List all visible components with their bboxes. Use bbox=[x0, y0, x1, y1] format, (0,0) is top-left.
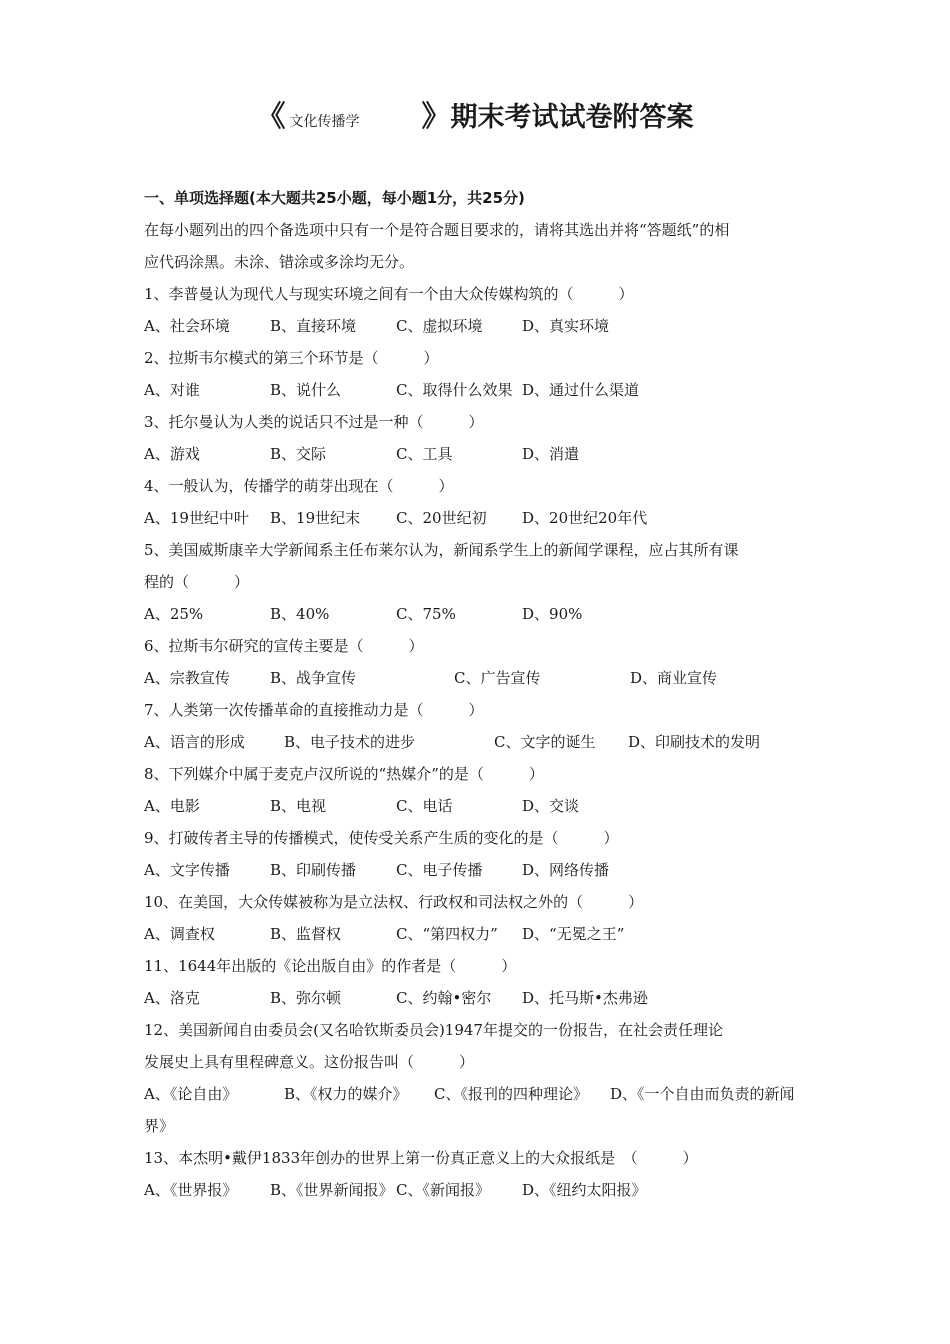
option-c: C、广告宣传 bbox=[454, 669, 541, 687]
option-d: D、“无冕之王” bbox=[522, 925, 625, 943]
instructions-line: 在每小题列出的四个备选项中只有一个是符合题目要求的，请将其选出并将“答题纸”的相 bbox=[144, 221, 730, 239]
section-heading: 一、单项选择题(本大题共25小题，每小题1分，共25分) bbox=[144, 189, 525, 207]
question-9 bbox=[144, 822, 834, 886]
question-stem: 7、人类第一次传播革命的直接推动力是（ ） bbox=[144, 701, 484, 719]
title-text: 期末考试试卷附答案 bbox=[450, 102, 694, 133]
option-b: B、40% bbox=[270, 605, 330, 623]
question-stem: 4、一般认为，传播学的萌芽出现在（ ） bbox=[144, 477, 454, 495]
option-a: A、调查权 bbox=[144, 925, 215, 943]
option-b: B、《权力的媒介》 bbox=[284, 1085, 408, 1103]
option-a: A、《论自由》 bbox=[144, 1085, 238, 1103]
question-stem: 1、李普曼认为现代人与现实环境之间有一个由大众传媒构筑的（ ） bbox=[144, 285, 634, 303]
option-a: A、洛克 bbox=[144, 989, 200, 1007]
options-row bbox=[144, 438, 834, 470]
question-12 bbox=[144, 1014, 834, 1142]
question-2 bbox=[144, 342, 834, 406]
option-b: B、交际 bbox=[270, 445, 327, 463]
option-d: D、20世纪20年代 bbox=[522, 509, 648, 527]
option-c: C、电子传播 bbox=[396, 861, 483, 879]
question-stem: 6、拉斯韦尔研究的宣传主要是（ ） bbox=[144, 637, 424, 655]
option-d: D、真实环境 bbox=[522, 317, 610, 335]
option-c: C、取得什么效果 bbox=[396, 381, 513, 399]
option-d: D、网络传播 bbox=[522, 861, 610, 879]
options-row bbox=[144, 662, 834, 694]
options-row bbox=[144, 374, 834, 406]
option-b: B、监督权 bbox=[270, 925, 342, 943]
option-c: C、《新闻报》 bbox=[396, 1181, 490, 1199]
option-a: A、社会环境 bbox=[144, 317, 230, 335]
option-continuation: 界》 bbox=[144, 1117, 175, 1135]
options-row bbox=[144, 918, 834, 950]
question-stem: 2、拉斯韦尔模式的第三个环节是（ ） bbox=[144, 349, 439, 367]
option-d: D、《一个自由而负责的新闻 bbox=[610, 1085, 795, 1103]
option-a: A、语言的形成 bbox=[144, 733, 245, 751]
option-a: A、宗教宣传 bbox=[144, 669, 230, 687]
exam-content bbox=[144, 182, 834, 1206]
options-row bbox=[144, 790, 834, 822]
question-6 bbox=[144, 630, 834, 694]
option-a: A、25% bbox=[144, 605, 204, 623]
question-1 bbox=[144, 278, 834, 342]
options-row bbox=[144, 502, 834, 534]
option-b: B、电视 bbox=[270, 797, 327, 815]
option-d: D、90% bbox=[522, 605, 583, 623]
option-b: B、《世界新闻报》 bbox=[270, 1181, 394, 1199]
options-row bbox=[144, 598, 834, 630]
option-d: D、消遣 bbox=[522, 445, 580, 463]
option-a: A、文字传播 bbox=[144, 861, 230, 879]
question-5 bbox=[144, 534, 834, 630]
option-d: D、交谈 bbox=[522, 797, 580, 815]
course-name: 文化传播学 bbox=[289, 114, 360, 130]
question-8 bbox=[144, 758, 834, 822]
option-a: A、电影 bbox=[144, 797, 200, 815]
instructions-line: 应代码涂黑。未涂、错涂或多涂均无分。 bbox=[144, 253, 415, 271]
question-stem: 13、本杰明•戴伊1833年创办的世界上第一份真正意义上的大众报纸是 （ ） bbox=[144, 1149, 698, 1167]
option-b: B、19世纪末 bbox=[270, 509, 361, 527]
option-a: A、对谁 bbox=[144, 381, 200, 399]
option-a: A、游戏 bbox=[144, 445, 200, 463]
option-c: C、工具 bbox=[396, 445, 453, 463]
option-a: A、《世界报》 bbox=[144, 1181, 238, 1199]
question-stem: 8、下列媒介中属于麦克卢汉所说的“热媒介”的是（ ） bbox=[144, 765, 544, 783]
options-row bbox=[144, 1174, 834, 1206]
option-d: D、托马斯•杰弗逊 bbox=[522, 989, 648, 1007]
option-b: B、电子技术的进步 bbox=[284, 733, 416, 751]
question-stem: 3、托尔曼认为人类的说话只不过是一种（ ） bbox=[144, 413, 484, 431]
question-13 bbox=[144, 1142, 834, 1206]
question-3 bbox=[144, 406, 834, 470]
option-d: D、印刷技术的发明 bbox=[628, 733, 761, 751]
options-row bbox=[144, 982, 834, 1014]
page-title bbox=[0, 96, 950, 142]
options-row bbox=[144, 1078, 834, 1110]
question-stem: 9、打破传者主导的传播模式，使传受关系产生质的变化的是（ ） bbox=[144, 829, 619, 847]
option-c: C、电话 bbox=[396, 797, 453, 815]
option-c: C、约翰•密尔 bbox=[396, 989, 492, 1007]
question-4 bbox=[144, 470, 834, 534]
option-c: C、“第四权力” bbox=[396, 925, 498, 943]
question-stem: 5、美国威斯康辛大学新闻系主任布莱尔认为，新闻系学生上的新闻学课程，应占其所有课 bbox=[144, 541, 739, 559]
question-stem: 发展史上具有里程碑意义。这份报告叫（ ） bbox=[144, 1053, 475, 1071]
options-row bbox=[144, 854, 834, 886]
option-d: D、通过什么渠道 bbox=[522, 381, 640, 399]
question-list bbox=[144, 278, 834, 1206]
question-stem: 10、在美国，大众传媒被称为是立法权、行政权和司法权之外的（ ） bbox=[144, 893, 644, 911]
question-11 bbox=[144, 950, 834, 1014]
option-b: B、印刷传播 bbox=[270, 861, 357, 879]
question-7 bbox=[144, 694, 834, 758]
question-stem: 程的（ ） bbox=[144, 573, 250, 591]
question-stem: 12、美国新闻自由委员会(又名哈钦斯委员会)1947年提交的一份报告，在社会责任理论 bbox=[144, 1021, 723, 1039]
option-a: A、19世纪中叶 bbox=[144, 509, 249, 527]
option-b: B、直接环境 bbox=[270, 317, 357, 335]
option-c: C、20世纪初 bbox=[396, 509, 487, 527]
question-stem: 11、1644年出版的《论出版自由》的作者是（ ） bbox=[144, 957, 517, 975]
options-row bbox=[144, 310, 834, 342]
option-c: C、文字的诞生 bbox=[494, 733, 596, 751]
option-d: D、商业宣传 bbox=[630, 669, 718, 687]
options-row bbox=[144, 726, 834, 758]
option-c: C、虚拟环境 bbox=[396, 317, 483, 335]
option-c: C、《报刊的四种理论》 bbox=[434, 1085, 588, 1103]
question-10 bbox=[144, 886, 834, 950]
title-open-bracket: 《 bbox=[256, 99, 286, 133]
option-c: C、75% bbox=[396, 605, 456, 623]
option-b: B、战争宣传 bbox=[270, 669, 357, 687]
option-b: B、说什么 bbox=[270, 381, 342, 399]
option-d: D、《纽约太阳报》 bbox=[522, 1181, 647, 1199]
title-close-bracket: 》 bbox=[421, 99, 451, 133]
option-b: B、弥尔顿 bbox=[270, 989, 342, 1007]
